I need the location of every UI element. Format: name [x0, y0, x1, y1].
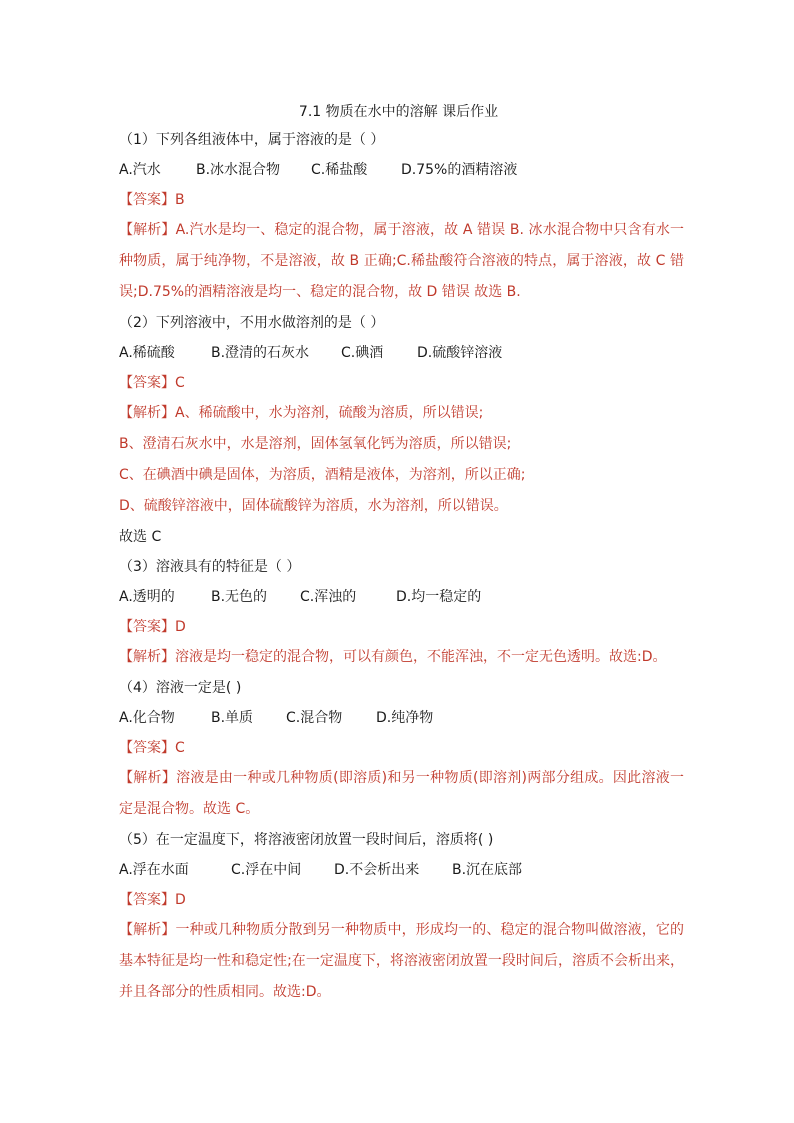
question-1 — [119, 125, 684, 308]
analysis-tag: 【解析】 — [119, 770, 177, 786]
option-b: B.澄清的石灰水 — [211, 345, 310, 361]
question-stem: （5）在一定温度下，将溶液密闭放置一段时间后，溶质将( ) — [119, 832, 494, 848]
question-3 — [119, 552, 684, 673]
analysis-line: C、在碘酒中碘是固体，为溶质，酒精是液体，为溶剂，所以正确; — [119, 467, 526, 483]
answer-value: B — [175, 192, 185, 208]
question-stem: （2）下列溶液中，不用水做溶剂的是（ ） — [119, 315, 385, 331]
analysis-block — [119, 915, 684, 1008]
option-d: D.硫酸锌溶液 — [417, 345, 503, 361]
option-b: B.冰水混合物 — [196, 162, 281, 178]
option-c: C.浮在中间 — [231, 862, 302, 878]
question-4 — [119, 673, 684, 825]
option-d: D.纯净物 — [376, 710, 434, 726]
answer-tag: 【答案】 — [119, 740, 175, 756]
analysis-tag: 【解析】 — [119, 649, 175, 665]
analysis-text: 一种或几种物质分散到另一种物质中，形成均一的、稳定的混合物叫做溶液，它的基本特征是均一性和稳定性;在一定温度下，将溶液密闭放置一段时间后，溶质不会析出来，并且各部分的性质相同。故选:D。 — [119, 922, 685, 1000]
page-title: 7.1 物质在水中的溶解 课后作业 — [298, 104, 499, 120]
analysis-tag: 【解析】 — [119, 922, 176, 938]
option-c: C.碘酒 — [341, 345, 384, 361]
answer-tag: 【答案】 — [119, 619, 175, 635]
option-b: B.单质 — [211, 710, 254, 726]
analysis-line — [119, 398, 684, 429]
question-stem: （3）溶液具有的特征是（ ） — [119, 559, 301, 575]
analysis-text: 溶液是由一种或几种物质(即溶质)和另一种物质(即溶剂)两部分组成。因此溶液一定是混合物。故选 C。 — [119, 770, 684, 817]
options-row — [119, 582, 684, 612]
option-a: A.化合物 — [119, 710, 175, 726]
option-a: A.浮在水面 — [119, 862, 189, 878]
analysis-block — [119, 763, 684, 825]
option-c: C.稀盐酸 — [311, 162, 368, 178]
question-stem: （4）溶液一定是( ) — [119, 680, 242, 696]
question-stem: （1）下列各组液体中，属于溶液的是（ ） — [119, 132, 385, 148]
option-a: A.稀硫酸 — [119, 345, 175, 361]
option-c: C.混合物 — [286, 710, 343, 726]
question-2 — [119, 308, 684, 552]
question-5 — [119, 825, 684, 1008]
option-d: D.不会析出来 — [334, 862, 420, 878]
option-a: A.透明的 — [119, 589, 175, 605]
answer-tag: 【答案】 — [119, 192, 175, 208]
analysis-line: D、硫酸锌溶液中，固体硫酸锌为溶质，水为溶剂，所以错误。 — [119, 498, 508, 514]
option-c: C.浑浊的 — [300, 589, 357, 605]
answer-line — [119, 185, 684, 215]
answer-line — [119, 612, 684, 642]
answer-tag: 【答案】 — [119, 892, 175, 908]
answer-value: D — [175, 892, 186, 908]
analysis-text: 溶液是均一稳定的混合物，可以有颜色，不能浑浊，不一定无色透明。故选:D。 — [175, 649, 667, 665]
options-row — [119, 338, 684, 368]
answer-value: C — [175, 375, 185, 391]
answer-value: D — [175, 619, 186, 635]
conclusion-line: 故选 C — [119, 529, 162, 545]
options-row — [119, 855, 684, 885]
option-b: B.沉在底部 — [452, 862, 523, 878]
analysis-tag: 【解析】 — [119, 405, 175, 421]
analysis-text: A.汽水是均一、稳定的混合物，属于溶液，故 A 错误 B. 冰水混合物中只含有水一种物质，属于纯净物，不是溶液，故 B 正确;C.稀盐酸符合溶液的特点，属于溶液，故 C 错误;D.75%的酒精溶液是均一、稳定的混合物，故 D 错误 故选 B. — [119, 222, 684, 300]
analysis-block — [119, 642, 684, 673]
analysis-text: A、稀硫酸中，水为溶剂，硫酸为溶质，所以错误; — [175, 405, 484, 421]
options-row — [119, 703, 684, 733]
answer-line — [119, 885, 684, 915]
answer-value: C — [175, 740, 185, 756]
answer-line — [119, 733, 684, 763]
option-a: A.汽水 — [119, 162, 161, 178]
options-row — [119, 155, 684, 185]
option-d: D.75%的酒精溶液 — [401, 162, 518, 178]
option-d: D.均一稳定的 — [396, 589, 482, 605]
analysis-block — [119, 215, 684, 308]
answer-tag: 【答案】 — [119, 375, 175, 391]
analysis-tag: 【解析】 — [119, 222, 176, 238]
option-b: B.无色的 — [211, 589, 268, 605]
answer-line — [119, 368, 684, 398]
analysis-line: B、澄清石灰水中，水是溶剂，固体氢氧化钙为溶质，所以错误; — [119, 436, 512, 452]
